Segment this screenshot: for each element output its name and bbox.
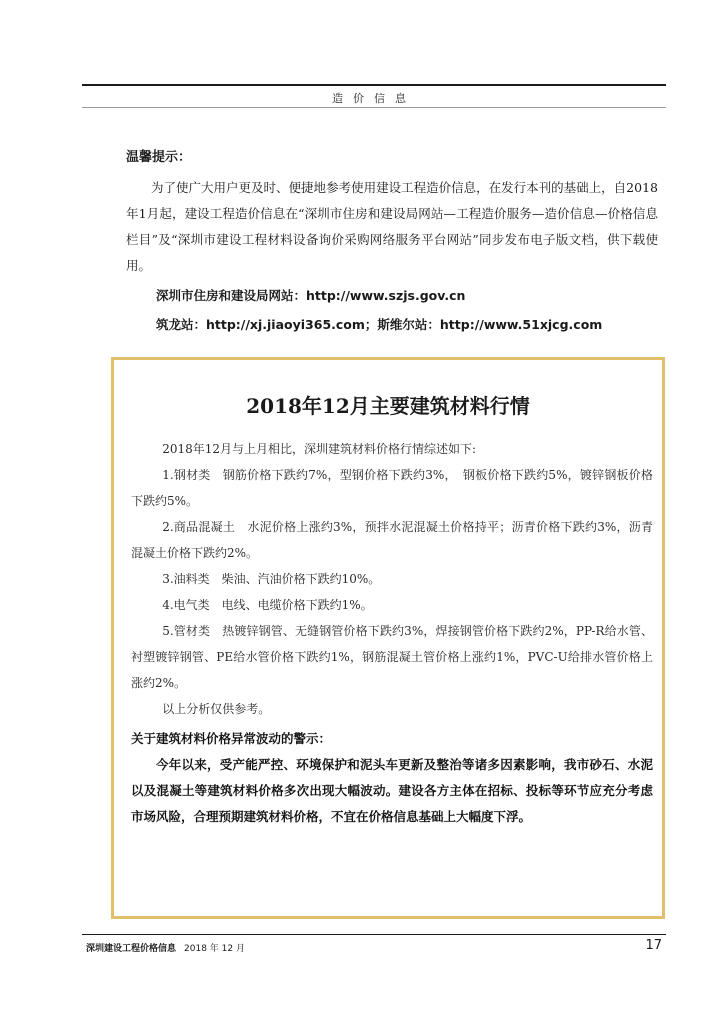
running-header: 造价信息 — [332, 92, 416, 105]
page-number: 17 — [645, 938, 662, 953]
market-report-title: 2018年12月主要建筑材料行情 — [246, 394, 530, 418]
market-item-concrete: 2.商品混凝土 水泥价格上涨约3%，预拌水泥混凝土价格持平；沥青价格下跌约3%，沥青混凝土价格下跌约2%。 — [131, 520, 653, 560]
market-item-steel: 1.钢材类 钢筋价格下跌约7%，型钢价格下跌约3%， 钢板价格下跌约5%，镀锌钢板价格下跌约5%。 — [131, 468, 653, 508]
warning-title: 关于建筑材料价格异常波动的警示： — [131, 731, 332, 746]
notice-section — [118, 146, 658, 337]
market-intro: 2018年12月与上月相比，深圳建筑材料价格行情综述如下: — [162, 442, 477, 456]
footer-publication — [86, 941, 245, 954]
header-rule — [82, 84, 666, 86]
issue-date: 2018 年 12 月 — [184, 944, 245, 954]
market-report-box — [111, 357, 665, 919]
notice-title: 温馨提示： — [126, 150, 192, 165]
market-report-body — [131, 436, 653, 830]
market-item-fuel: 3.油料类 柴油、汽油价格下跌约10%。 — [162, 572, 381, 586]
market-item-pipes: 5.管材类 热镀锌钢管、无缝钢管价格下跌约3%，焊接钢管价格下跌约2%，PP-R给水管、衬塑镀锌钢管、PE给水管价格下跌约1%，钢筋混凝土管价格上涨约1%，PVC-U给排水管价格上涨约2%。 — [131, 624, 653, 690]
warning-body: 今年以来，受产能严控、环境保护和泥头车更新及整治等诸多因素影响，我市砂石、水泥以及混凝土等建筑材料价格多次出现大幅波动。建设各方主体在招标、投标等环节应充分考虑市场风险，合理预期建筑材料价格，不宜在价格信息基础上大幅度下浮。 — [131, 757, 653, 824]
header-divider — [82, 107, 666, 108]
partner-websites-link[interactable]: 筑龙站：http://xj.jiaoyi365.com；斯维尔站：http://www.51xjcg.com — [156, 317, 603, 332]
notice-body: 为了使广大用户更及时、便捷地参考使用建设工程造价信息，在发行本刊的基础上，自2018年1月起，建设工程造价信息在“深圳市住房和建设局网站—工程造价服务—造价信息—价格信息栏目”及“深圳市建设工程材料设备询价采购网络服务平台网站”同步发布电子版文档，供下载使用。 — [126, 180, 658, 273]
footer-rule — [82, 934, 666, 935]
market-closing: 以上分析仅供参考。 — [162, 702, 271, 716]
publication-name: 深圳建设工程价格信息 — [86, 944, 177, 954]
market-item-electrical: 4.电气类 电线、电缆价格下跌约1%。 — [162, 598, 373, 612]
szjs-website-link[interactable]: 深圳市住房和建设局网站：http://www.szjs.gov.cn — [156, 288, 466, 303]
